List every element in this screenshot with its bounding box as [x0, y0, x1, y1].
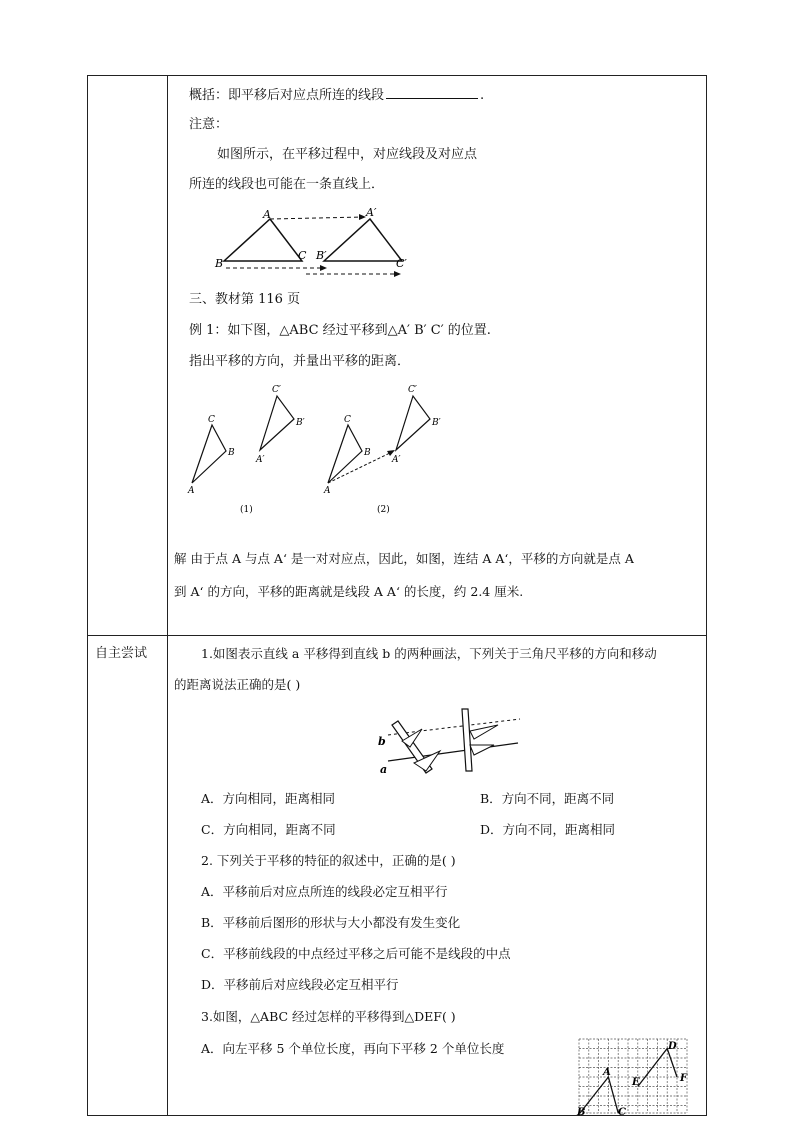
segment-aa2 — [270, 217, 364, 219]
grid-label-B: B — [577, 1107, 586, 1118]
q3-option-A[interactable]: A．向左平移 5 个单位长度，再向下平移 2 个单位长度 — [201, 1041, 505, 1056]
q2-option-A[interactable]: A．平移前后对应点所连的线段必定互相平行 — [201, 884, 448, 899]
q1-option-C[interactable]: C．方向相同，距离不同 — [201, 822, 336, 837]
panel1-label-B: B — [228, 448, 235, 458]
section-heading-textbook: 三、教材第 116 页 — [189, 292, 301, 307]
triangle-a2b2c2 — [324, 219, 402, 261]
grid-label-A: A — [603, 1067, 611, 1078]
table-column-divider — [167, 75, 168, 1116]
panel1-triangle-abc — [192, 425, 226, 483]
q1-option-A[interactable]: A．方向相同，距离相同 — [201, 791, 336, 806]
summary-period: . — [480, 88, 485, 103]
panel1-label-C: C — [208, 415, 215, 425]
label-C: C — [298, 249, 307, 262]
table-border-left — [87, 75, 88, 1116]
summary-text: 概括：即平移后对应点所连的线段 — [189, 88, 385, 103]
arrowhead-cc2 — [394, 271, 401, 277]
panel2-label-A-prime: A′ — [392, 455, 401, 465]
solution-line-2: 到 A‘ 的方向，平移的距离就是线段 A A‘ 的长度，约 2.4 厘米. — [174, 584, 524, 599]
label-B: B — [215, 257, 224, 270]
q2-option-C[interactable]: C．平移前线段的中点经过平移之后可能不是线段的中点 — [201, 946, 511, 961]
line-b — [388, 719, 520, 735]
panel1-label-A-prime: A′ — [256, 455, 265, 465]
arrowhead-bb2 — [320, 265, 327, 271]
panel1-label-A: A — [188, 486, 195, 496]
grid-label-C: C — [618, 1107, 626, 1118]
question-1-line-1: 1.如图表示直线 a 平移得到直线 b 的两种画法，下列关于三角尺平移的方向和移动 — [201, 646, 657, 661]
triangle-abc-grid — [580, 1077, 618, 1113]
table-row-divider — [87, 635, 707, 636]
label-C-prime: C′ — [396, 257, 407, 270]
q1-option-D[interactable]: D．方向不同，距离相同 — [480, 822, 616, 837]
triangle-abc — [224, 219, 302, 261]
table-border-bottom — [87, 1115, 707, 1116]
question-3-stem: 3.如图，△ABC 经过怎样的平移得到△DEF( ) — [201, 1009, 456, 1024]
label-line-b: b — [378, 735, 386, 748]
row-label-self-attempt: 自主尝试 — [95, 646, 148, 661]
grid-label-F: F — [680, 1073, 688, 1084]
note-label: 注意： — [189, 117, 229, 132]
question-3-grid-figure — [577, 1037, 689, 1118]
q2-option-B[interactable]: B．平移前后图形的形状与大小都没有发生变化 — [201, 915, 461, 930]
note-line-2: 所连的线段也可能在一条直线上． — [189, 177, 385, 192]
grid-label-E: E — [632, 1077, 640, 1088]
panel2-triangle-a2b2c2 — [396, 396, 430, 450]
set-square-right-top — [470, 725, 498, 739]
ruler-right — [462, 709, 472, 771]
translation-figure-1 — [210, 203, 430, 278]
question-2-stem: 2. 下列关于平移的特征的叙述中，正确的是( ) — [201, 853, 456, 868]
label-B-prime: B′ — [316, 249, 327, 262]
set-square-right-bottom — [470, 745, 494, 755]
grid-label-D: D — [668, 1041, 677, 1052]
summary-line — [189, 86, 484, 104]
note-line-1: 如图所示，在平移过程中，对应线段及对应点 — [217, 147, 478, 162]
panel2-caption: (2) — [377, 505, 390, 515]
panel2-label-B-prime: B′ — [432, 418, 441, 428]
panel2-triangle-abc — [328, 425, 362, 483]
q1-option-B[interactable]: B．方向不同，距离不同 — [480, 791, 615, 806]
panel2-label-A: A — [324, 486, 331, 496]
label-A-prime: A′ — [366, 206, 377, 219]
summary-blank — [386, 86, 478, 99]
q2-option-D[interactable]: D．平移前后对应线段必定互相平行 — [201, 977, 399, 992]
table-border-right — [706, 75, 707, 1116]
example-1-line-1: 例 1：如下图，△ABC 经过平移到△A′ B′ C′ 的位置. — [189, 323, 491, 338]
panel2-label-C: C — [344, 415, 351, 425]
table-border-top — [87, 75, 707, 76]
solution-line-1: 解 由于点 A 与点 A‘ 是一对对应点，因此，如图，连结 A A‘，平移的方向就是点 A — [174, 551, 634, 566]
panel1-triangle-a2b2c2 — [260, 396, 294, 450]
panel1-label-C-prime: C′ — [272, 385, 281, 395]
example-1-figure — [180, 380, 460, 520]
arrowhead-aa2 — [359, 214, 366, 220]
label-line-a: a — [380, 763, 388, 776]
panel1-caption: (1) — [240, 505, 253, 515]
question-1-figure — [370, 705, 530, 777]
panel1-label-B-prime: B′ — [296, 418, 305, 428]
label-A: A — [263, 208, 271, 221]
question-1-line-2: 的距离说法正确的是( ) — [174, 677, 301, 692]
panel2-label-B: B — [364, 448, 371, 458]
example-1-line-2: 指出平移的方向，并量出平移的距离． — [189, 354, 411, 369]
panel2-label-C-prime: C′ — [408, 385, 417, 395]
